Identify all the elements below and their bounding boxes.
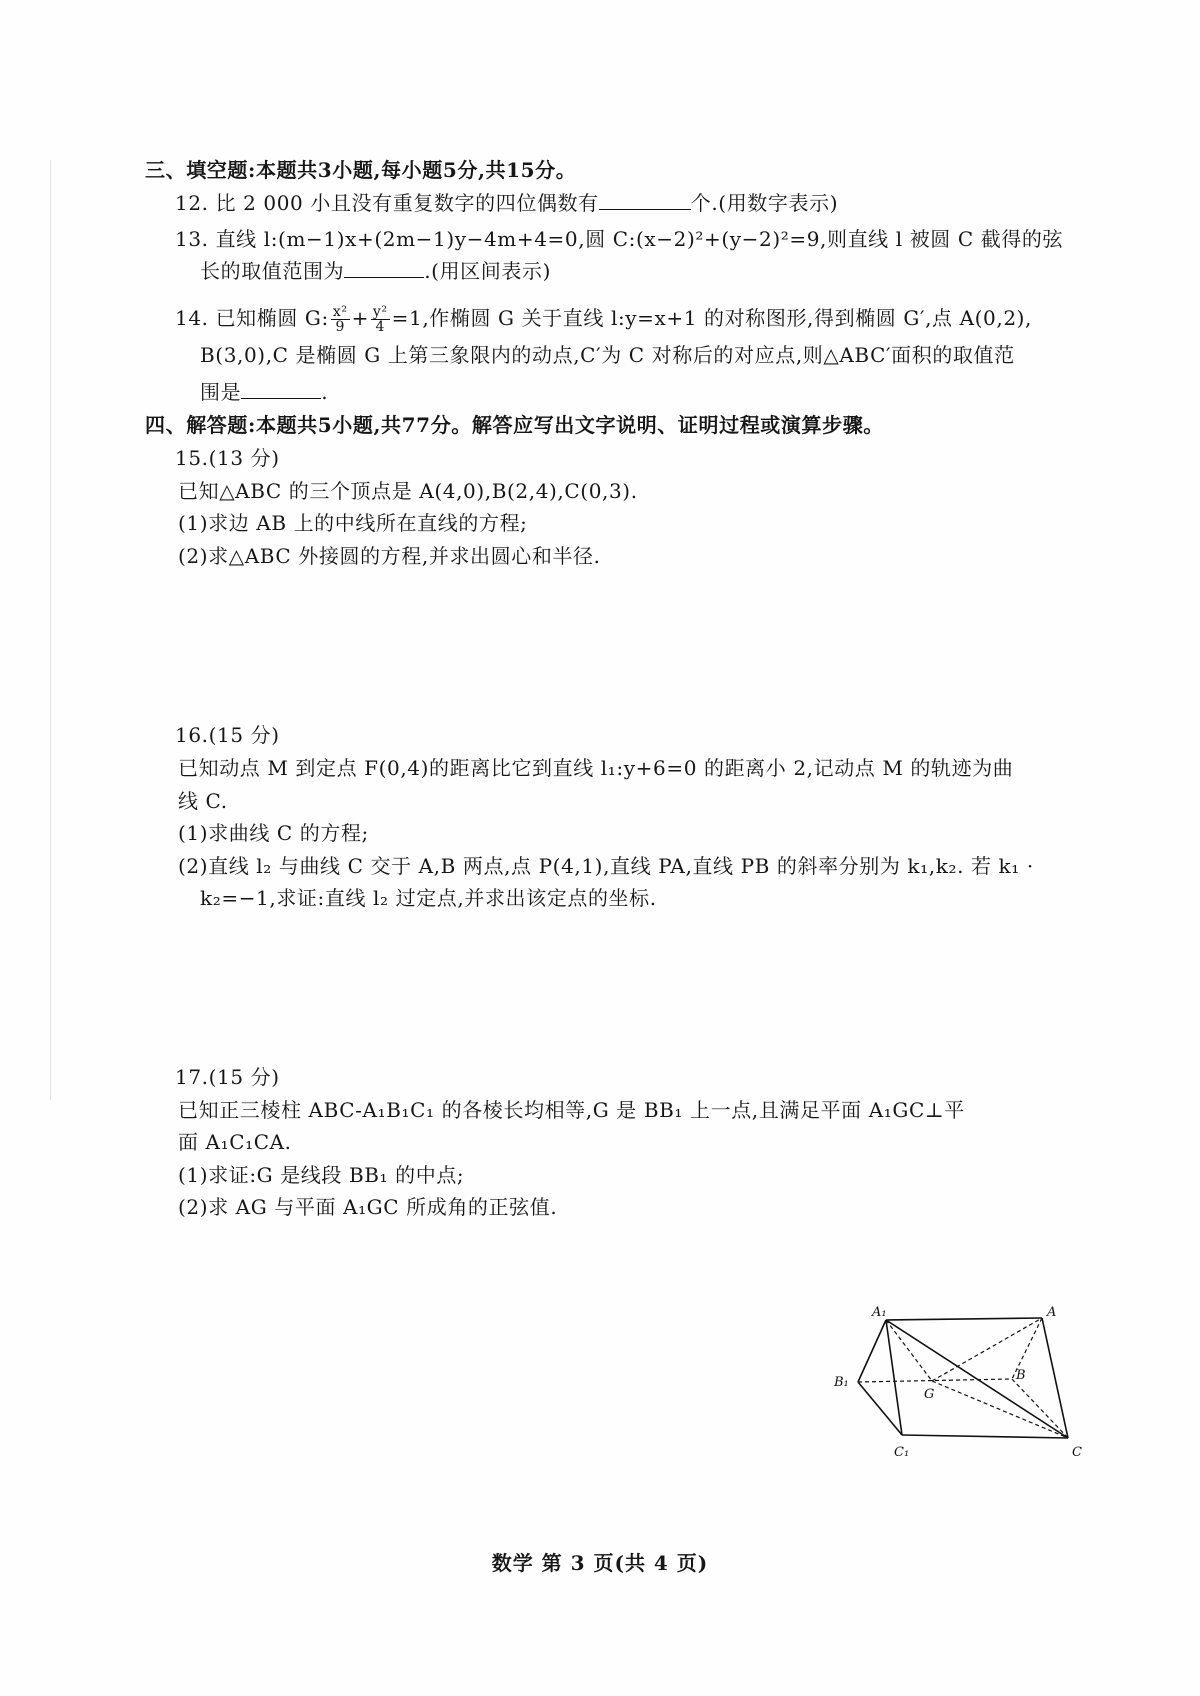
label-c: C [1072, 1445, 1082, 1460]
question-12 [175, 188, 838, 218]
q14-answer-blank[interactable] [241, 378, 321, 399]
q14-frac1-numerator: x² [332, 304, 348, 320]
edge-a-c [1042, 1318, 1068, 1438]
question-16-stem-line2: 线 C. [178, 789, 228, 813]
page-footer: 数学 第 3 页(共 4 页) [491, 1551, 709, 1575]
q14-prefix: 14. 已知椭圆 G: [175, 306, 329, 330]
question-16-part2-line2: k₂=−1,求证:直线 l₂ 过定点,并求出该定点的坐标. [200, 886, 657, 910]
q13-text: 长的取值范围为 [200, 259, 345, 283]
question-16-stem-line1: 已知动点 M 到定点 F(0,4)的距离比它到直线 l₁:y+6=0 的距离小 2,记动点 M 的轨迹为曲 [178, 756, 1014, 780]
question-13-line2 [200, 256, 551, 286]
label-g: G [924, 1387, 935, 1402]
q14-fraction-y [371, 305, 390, 334]
question-13-line1: 13. 直线 l:(m−1)x+(2m−1)y−4m+4=0,圆 C:(x−2)²+(y−2)²=9,则直线 l 被圆 C 截得的弦 [175, 227, 1064, 251]
question-17-stem-line1: 已知正三棱柱 ABC-A₁B₁C₁ 的各棱长均相等,G 是 BB₁ 上一点,且满足平面 A₁GC⊥平 [178, 1098, 965, 1122]
q13-answer-blank[interactable] [344, 257, 424, 278]
q12-text: 12. 比 2 000 小且没有重复数字的四位偶数有 [175, 191, 599, 215]
question-15-part1: (1)求边 AB 上的中线所在直线的方程; [178, 511, 528, 535]
q14-frac2-denominator: 4 [375, 319, 386, 335]
edge-g-c-hidden [932, 1381, 1068, 1438]
question-15-part2: (2)求△ABC 外接圆的方程,并求出圆心和半径. [178, 544, 601, 568]
q14-plus: + [351, 306, 369, 330]
edge-a1-c [886, 1320, 1068, 1438]
question-16-part1: (1)求曲线 C 的方程; [178, 821, 369, 845]
question-15-number: 15.(13 分) [175, 446, 280, 470]
question-17-part2: (2)求 AG 与平面 A₁GC 所成角的正弦值. [178, 1195, 558, 1219]
question-17-part1: (1)求证:G 是线段 BB₁ 的中点; [178, 1163, 465, 1187]
q14-frac1-denominator: 9 [335, 319, 345, 335]
edge-c1-c [902, 1435, 1068, 1438]
question-14-line2: B(3,0),C 是椭圆 G 上第三象限内的动点,C′为 C 对称后的对应点,则△ABC′面积的取值范 [200, 343, 1015, 367]
section4-heading: 四、解答题:本题共5小题,共77分。解答应写出文字说明、证明过程或演算步骤。 [145, 413, 884, 437]
question-15-stem: 已知△ABC 的三个顶点是 A(4,0),B(2,4),C(0,3). [178, 479, 638, 503]
q14-fraction-x [331, 305, 350, 334]
q12-answer-blank[interactable] [599, 189, 691, 210]
q14-frac2-numerator: y² [372, 304, 388, 320]
label-a1: A₁ [872, 1305, 887, 1320]
question-17-number: 17.(15 分) [175, 1065, 280, 1089]
edge-a1-b1 [858, 1320, 886, 1382]
q12-suffix: 个.(用数字表示) [690, 191, 839, 215]
question-14-line3 [200, 377, 328, 407]
edge-b-c-hidden [1012, 1379, 1068, 1438]
question-14-line1 [175, 303, 1032, 334]
label-b: B [1016, 1368, 1026, 1383]
edge-a1-a [886, 1318, 1042, 1320]
q14-text: =1,作椭圆 G 关于直线 l:y=x+1 的对称图形,得到椭圆 G′,点 A(0,2), [391, 306, 1033, 330]
label-c1: C₁ [894, 1445, 910, 1460]
label-b1: B₁ [834, 1375, 849, 1390]
question-17-stem-line2: 面 A₁C₁CA. [178, 1130, 292, 1154]
label-a: A [1047, 1305, 1057, 1320]
question-16-number: 16.(15 分) [175, 723, 280, 747]
prism-figure [820, 1300, 1120, 1470]
q14-text-end: 围是 [200, 380, 242, 404]
q14-suffix: . [321, 380, 329, 404]
scan-fold-line [50, 160, 51, 1100]
q13-suffix: .(用区间表示) [424, 259, 551, 283]
section3-heading: 三、填空题:本题共3小题,每小题5分,共15分。 [145, 158, 577, 182]
question-16-part2-line1: (2)直线 l₂ 与曲线 C 交于 A,B 两点,点 P(4,1),直线 PA,直线 PB 的斜率分别为 k₁,k₂. 若 k₁ · [178, 854, 1034, 878]
